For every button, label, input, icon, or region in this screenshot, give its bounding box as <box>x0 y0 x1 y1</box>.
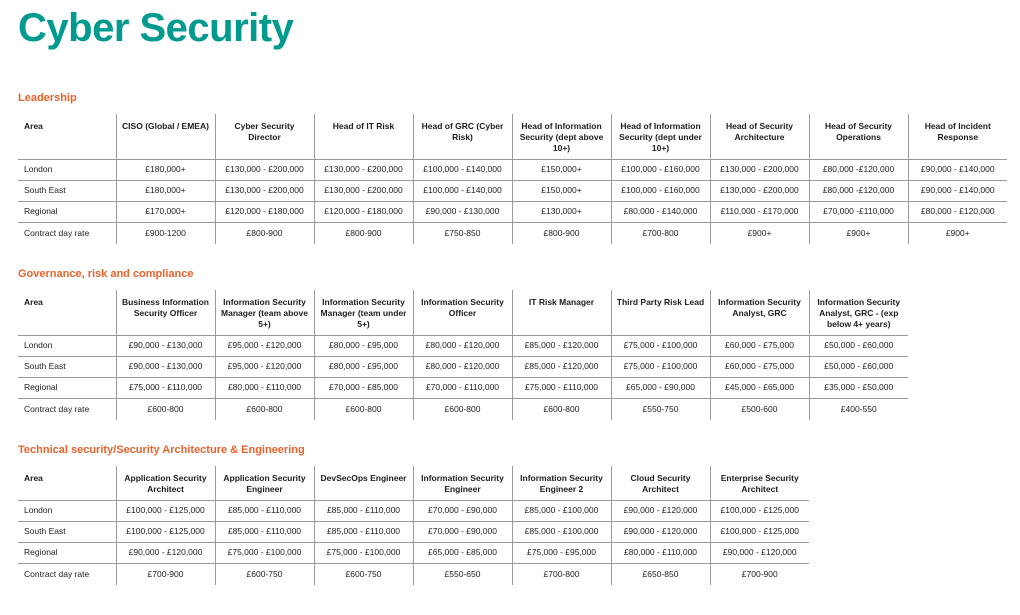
table-cell: £800-900 <box>215 222 314 244</box>
table-cell: £550-650 <box>413 563 512 585</box>
column-header: IT Risk Manager <box>512 290 611 335</box>
table-cell: £700-800 <box>611 222 710 244</box>
table-cell: £650-850 <box>611 563 710 585</box>
table-cell: £75,000 - £100,000 <box>215 542 314 563</box>
table-cell: £700-900 <box>116 563 215 585</box>
table-cell: £130,000 - £200,000 <box>215 180 314 201</box>
table-cell: £90,000 - £120,000 <box>116 542 215 563</box>
table-cell: £85,000 - £120,000 <box>512 356 611 377</box>
table-cell: £60,000 - £75,000 <box>710 356 809 377</box>
column-header: Information Security Officer <box>413 290 512 335</box>
table-cell: £70,000 -£110,000 <box>809 201 908 222</box>
table-cell: £95,000 - £120,000 <box>215 356 314 377</box>
table-cell: £95,000 - £120,000 <box>215 335 314 356</box>
table-cell: £550-750 <box>611 398 710 420</box>
table-row <box>18 335 908 356</box>
column-header: Area <box>18 466 116 500</box>
row-label: South East <box>18 521 116 542</box>
column-header: Third Party Risk Lead <box>611 290 710 335</box>
table-cell: £900+ <box>710 222 809 244</box>
column-header: Cloud Security Architect <box>611 466 710 500</box>
table-cell: £70,000 - £90,000 <box>413 500 512 521</box>
table-cell: £600-750 <box>314 563 413 585</box>
table-cell: £90,000 - £130,000 <box>116 356 215 377</box>
table-row <box>18 201 1007 222</box>
table-cell: £100,000 - £140,000 <box>413 159 512 180</box>
table-cell: £130,000 - £200,000 <box>314 180 413 201</box>
table-row <box>18 180 1007 201</box>
column-header: Head of Information Security (dept above 10+) <box>512 114 611 159</box>
column-header: Head of Security Architecture <box>710 114 809 159</box>
table-cell: £85,000 - £110,000 <box>215 500 314 521</box>
table-cell: £100,000 - £125,000 <box>710 500 809 521</box>
table-cell: £90,000 - £120,000 <box>611 500 710 521</box>
table-cell: £80,000 - £140,000 <box>611 201 710 222</box>
row-label: London <box>18 500 116 521</box>
table-cell: £80,000 - £95,000 <box>314 335 413 356</box>
table-header-row <box>18 290 908 335</box>
table-cell: £600-800 <box>413 398 512 420</box>
salary-table <box>18 290 908 420</box>
table-cell: £70,000 - £110,000 <box>413 377 512 398</box>
row-label: London <box>18 159 116 180</box>
table-cell: £85,000 - £100,000 <box>512 500 611 521</box>
table-cell: £90,000 - £140,000 <box>908 159 1007 180</box>
table-cell: £110,000 - £170,000 <box>710 201 809 222</box>
table-cell: £800-900 <box>512 222 611 244</box>
column-header: CISO (Global / EMEA) <box>116 114 215 159</box>
table-cell: £750-850 <box>413 222 512 244</box>
table-cell: £100,000 - £125,000 <box>116 500 215 521</box>
table-cell: £80,000 - £110,000 <box>611 542 710 563</box>
table-cell: £120,000 - £180,000 <box>314 201 413 222</box>
column-header: Head of GRC (Cyber Risk) <box>413 114 512 159</box>
salary-table <box>18 466 809 585</box>
column-header: Information Security Engineer <box>413 466 512 500</box>
table-cell: £130,000 - £200,000 <box>215 159 314 180</box>
table-cell: £600-800 <box>215 398 314 420</box>
column-header: Head of Security Operations <box>809 114 908 159</box>
table-cell: £85,000 - £110,000 <box>314 500 413 521</box>
table-row <box>18 222 1007 244</box>
table-cell: £75,000 - £95,000 <box>512 542 611 563</box>
table-cell: £60,000 - £75,000 <box>710 335 809 356</box>
table-cell: £90,000 - £140,000 <box>908 180 1007 201</box>
column-header: Information Security Manager (team under 5+) <box>314 290 413 335</box>
table-row <box>18 356 908 377</box>
column-header: Head of Incident Response <box>924 121 991 142</box>
table-cell: £85,000 - £100,000 <box>512 521 611 542</box>
table-cell: £600-800 <box>512 398 611 420</box>
table-cell: £180,000+ <box>116 180 215 201</box>
table-cell: £75,000 - £110,000 <box>116 377 215 398</box>
table-row <box>18 521 809 542</box>
table-row <box>18 398 908 420</box>
table-cell: £130,000 - £200,000 <box>710 180 809 201</box>
table-cell: £85,000 - £110,000 <box>215 521 314 542</box>
section-leadership <box>18 91 1007 244</box>
table-cell: £75,000 - £100,000 <box>611 356 710 377</box>
column-header: Application Security Engineer <box>215 466 314 500</box>
table-cell: £100,000 - £160,000 <box>611 180 710 201</box>
table-cell: £90,000 - £130,000 <box>413 201 512 222</box>
column-header: Application Security Architect <box>116 466 215 500</box>
salary-table <box>18 114 1007 244</box>
table-cell: £65,000 - £85,000 <box>413 542 512 563</box>
column-header: Head of IT Risk <box>314 114 413 159</box>
column-header: Head of Information Security (dept under 10+) <box>611 114 710 159</box>
row-label: Contract day rate <box>18 563 116 585</box>
table-cell: £90,000 - £120,000 <box>710 542 809 563</box>
row-label: Regional <box>18 542 116 563</box>
table-cell: £100,000 - £125,000 <box>116 521 215 542</box>
table-cell: £500-600 <box>710 398 809 420</box>
table-cell: £130,000 - £200,000 <box>710 159 809 180</box>
column-header: Information Security Analyst, GRC - (exp below 4+ years) <box>817 297 901 329</box>
table-cell: £35,000 - £50,000 <box>809 377 908 398</box>
table-cell: £80,000 - £120,000 <box>413 356 512 377</box>
table-cell: £900+ <box>908 222 1007 244</box>
table-cell: £80,000 -£120,000 <box>809 159 908 180</box>
table-cell: £150,000+ <box>512 159 611 180</box>
table-cell: £100,000 - £140,000 <box>413 180 512 201</box>
section-technical-security <box>18 443 809 585</box>
table-cell: £800-900 <box>314 222 413 244</box>
table-row <box>18 500 809 521</box>
table-row <box>18 542 809 563</box>
table-cell: £65,000 - £90,000 <box>611 377 710 398</box>
table-cell: £80,000 -£120,000 <box>809 180 908 201</box>
row-label: Regional <box>18 377 116 398</box>
table-cell: £50,000 - £60,000 <box>809 335 908 356</box>
table-cell: £700-900 <box>710 563 809 585</box>
column-header: Information Security Analyst, GRC <box>710 290 809 335</box>
column-header: Cyber Security Director <box>215 114 314 159</box>
table-cell: £45,000 - £65,000 <box>710 377 809 398</box>
section-heading: Technical security/Security Architecture & Engineering <box>18 444 305 456</box>
table-cell: £80,000 - £120,000 <box>413 335 512 356</box>
row-label: South East <box>18 180 116 201</box>
table-cell: £130,000+ <box>512 201 611 222</box>
table-cell: £85,000 - £110,000 <box>314 521 413 542</box>
table-cell: £75,000 - £100,000 <box>611 335 710 356</box>
row-label: London <box>18 335 116 356</box>
table-cell: £130,000 - £200,000 <box>314 159 413 180</box>
column-header: Business Information Security Officer <box>116 290 215 335</box>
row-label: South East <box>18 356 116 377</box>
table-cell: £170,000+ <box>116 201 215 222</box>
table-row <box>18 563 809 585</box>
table-row <box>18 377 908 398</box>
column-header: Enterprise Security Architect <box>720 473 799 494</box>
table-cell: £900+ <box>809 222 908 244</box>
table-row <box>18 159 1007 180</box>
table-cell: £75,000 - £110,000 <box>512 377 611 398</box>
page-title: Cyber Security <box>18 6 294 50</box>
column-header: DevSecOps Engineer <box>314 466 413 500</box>
table-cell: £600-800 <box>116 398 215 420</box>
table-cell: £600-800 <box>314 398 413 420</box>
table-cell: £90,000 - £130,000 <box>116 335 215 356</box>
column-header: Information Security Engineer 2 <box>512 466 611 500</box>
table-cell: £100,000 - £125,000 <box>710 521 809 542</box>
table-cell: £90,000 - £120,000 <box>611 521 710 542</box>
table-cell: £50,000 - £60,000 <box>809 356 908 377</box>
column-header: Area <box>18 290 116 335</box>
table-cell: £700-800 <box>512 563 611 585</box>
column-header: Information Security Manager (team above 5+) <box>215 290 314 335</box>
table-cell: £80,000 - £110,000 <box>215 377 314 398</box>
section-governance-risk-compliance <box>18 267 908 420</box>
table-cell: £80,000 - £95,000 <box>314 356 413 377</box>
table-cell: £75,000 - £100,000 <box>314 542 413 563</box>
table-cell: £600-750 <box>215 563 314 585</box>
section-heading: Governance, risk and compliance <box>18 268 194 280</box>
table-header-row <box>18 114 1007 159</box>
table-header-row <box>18 466 809 500</box>
row-label: Contract day rate <box>18 222 116 244</box>
section-heading: Leadership <box>18 92 77 104</box>
table-cell: £400-550 <box>809 398 908 420</box>
row-label: Regional <box>18 201 116 222</box>
table-cell: £85,000 - £120,000 <box>512 335 611 356</box>
table-cell: £80,000 - £120,000 <box>908 201 1007 222</box>
table-cell: £120,000 - £180,000 <box>215 201 314 222</box>
table-cell: £900-1200 <box>116 222 215 244</box>
table-cell: £100,000 - £160,000 <box>611 159 710 180</box>
table-cell: £70,000 - £90,000 <box>413 521 512 542</box>
column-header: Area <box>18 114 116 159</box>
table-cell: £180,000+ <box>116 159 215 180</box>
table-cell: £150,000+ <box>512 180 611 201</box>
table-cell: £70,000 - £85,000 <box>314 377 413 398</box>
row-label: Contract day rate <box>18 398 116 420</box>
